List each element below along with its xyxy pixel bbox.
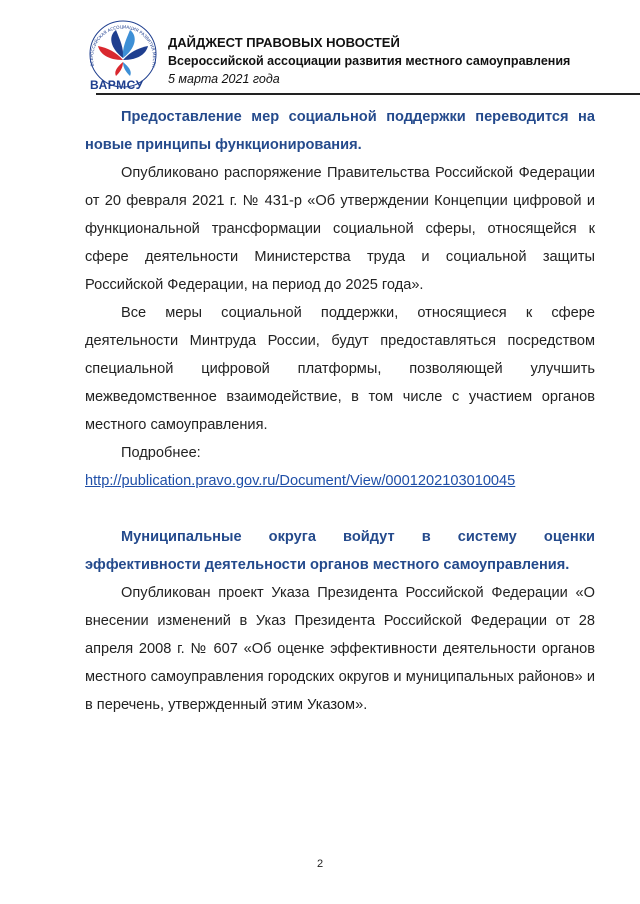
source-link[interactable]: http://publication.pravo.gov.ru/Document/View/0001202103010045 (85, 473, 516, 489)
logo-ring-text: ВСЕРОССИЙСКАЯ АССОЦИАЦИЯ РАЗВИТИЯ МЕСТН (88, 24, 158, 68)
article-paragraph: Опубликован проект Указа Президента Российской Федерации «О внесении изменений в Указ Президента Российской Федерации от 28 апреля 2008 г. № 607 «Об оценке эффективности деятельности органов местного самоуправления городских округов и муниципальных районов» и в перечень, утвержденный этим Указом». (85, 585, 595, 713)
section-gap (85, 495, 595, 523)
article-heading: Предоставление мер социальной поддержки переводится на новые принципы функционирования. (85, 109, 595, 153)
more-label: Подробнее: (121, 445, 201, 461)
article-link-line (85, 467, 595, 495)
digest-date: 5 марта 2021 года (168, 72, 280, 86)
header-divider (96, 93, 640, 95)
article-paragraph: Все меры социальной поддержки, относящиеся к сфере деятельности Минтруда России, будут предоставляться посредством специальной цифровой платформы, позволяющей улучшить межведомственное взаимодействие, в том числе с участием органов местного самоуправления. (85, 305, 595, 433)
article-paragraph: Опубликовано распоряжение Правительства Российской Федерации от 20 февраля 2021 г. № 431-р «Об утверждении Концепции цифровой и функциональной трансформации социальной сферы, относящейся к сфере деятельности Министерства труда и социальной защиты Российской Федерации, на период до 2025 года». (85, 165, 595, 293)
digest-title: ДАЙДЖЕСТ ПРАВОВЫХ НОВОСТЕЙ (168, 35, 400, 50)
logo-label: ВАРМСУ (90, 78, 144, 92)
page-content (85, 103, 595, 719)
article-social-support (85, 103, 595, 495)
digest-subtitle: Всероссийской ассоциации развития местного самоуправления (168, 54, 571, 68)
article-municipal-districts (85, 523, 595, 719)
page-header (0, 0, 640, 96)
page-number: 2 (316, 858, 324, 870)
article-heading: Муниципальные округа войдут в систему оценки эффективности деятельности органов местного самоуправления. (85, 529, 595, 573)
